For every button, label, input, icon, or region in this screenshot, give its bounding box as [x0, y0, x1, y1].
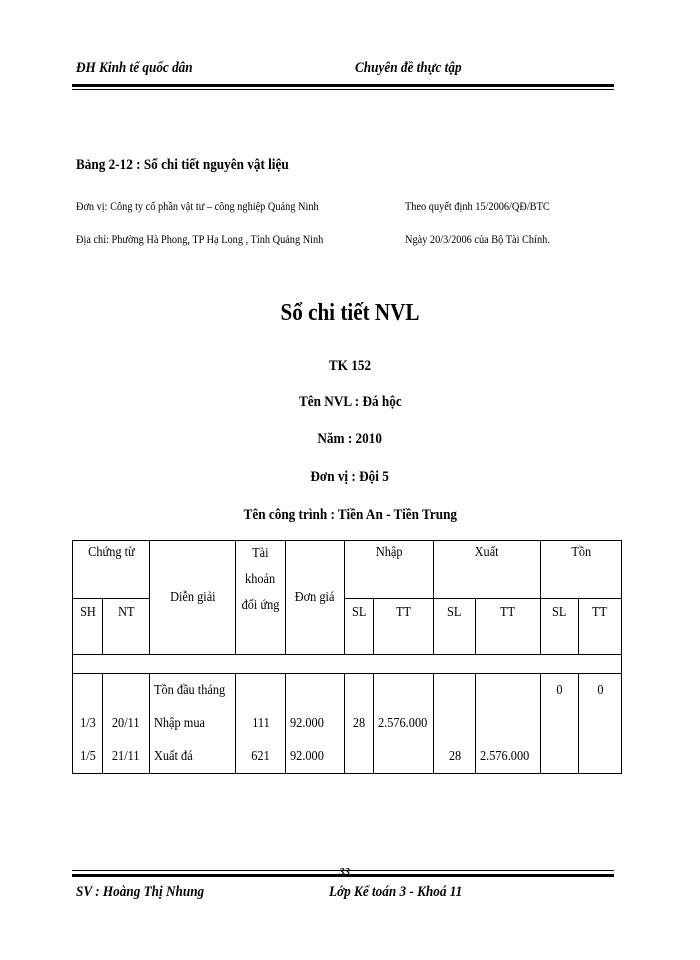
ledger-table — [72, 540, 622, 774]
header-spacer — [73, 655, 622, 674]
header-university: ĐH Kinh tế quốc dân — [76, 60, 193, 76]
footer-student: SV : Hoàng Thị Nhung — [76, 884, 205, 900]
col-price: 92.000 92.000 — [286, 674, 345, 774]
col-in-sl: 28 — [345, 674, 374, 774]
header-xuat-tt: TT — [476, 599, 541, 655]
header-rule-thin — [72, 89, 614, 90]
header-xuat: Xuất — [434, 541, 541, 599]
table-body — [73, 674, 622, 774]
page-number: 33 — [339, 866, 350, 878]
ledger-year: Năm : 2010 — [317, 431, 383, 447]
col-tk: 111 621 — [236, 674, 286, 774]
col-desc: Tồn đầu tháng Nhập mua Xuất đá — [150, 674, 236, 774]
header-chungtu: Chứng từ — [73, 541, 150, 599]
col-sh: 1/3 1/5 — [73, 674, 103, 774]
header-nt: NT — [103, 599, 150, 655]
header-rule-thick — [72, 84, 614, 87]
header-dongia: Đơn giá — [286, 541, 345, 655]
ledger-unit: Đơn vị : Đội 5 — [310, 469, 390, 485]
header-ton-tt: TT — [579, 599, 622, 655]
document-title: Sổ chi tiết NVL — [280, 300, 420, 326]
unit-line: Đơn vị: Công ty cổ phần vật tư – công nghiệp Quảng Ninh — [76, 199, 319, 213]
header-nhap-sl: SL — [345, 599, 374, 655]
decision-line-1: Theo quyết định 15/2006/QĐ/BTC — [405, 199, 550, 213]
col-bal-sl: 0 — [541, 674, 579, 774]
col-out-tt: 2.576.000 — [476, 674, 541, 774]
table-caption: Bảng 2-12 : Sổ chi tiết nguyên vật liệu — [76, 157, 289, 173]
header-sh: SH — [73, 599, 103, 655]
header-report-type: Chuyên đề thực tập — [355, 60, 462, 76]
account-code: TK 152 — [328, 358, 372, 374]
col-nt: 20/11 21/11 — [103, 674, 150, 774]
col-out-sl: 28 — [434, 674, 476, 774]
header-ton-sl: SL — [541, 599, 579, 655]
col-in-tt: 2.576.000 — [374, 674, 434, 774]
col-bal-tt: 0 — [579, 674, 622, 774]
header-diengiai: Diễn giải — [150, 541, 236, 655]
address-line: Địa chỉ: Phường Hà Phong, TP Hạ Long , Tỉnh Quảng Ninh — [76, 232, 324, 246]
header-nhap-tt: TT — [374, 599, 434, 655]
decision-line-2: Ngày 20/3/2006 của Bộ Tài Chính. — [405, 232, 550, 246]
project-name: Tên công trình : Tiền An - Tiền Trung — [243, 507, 457, 523]
material-name: Tên NVL : Đá hộc — [298, 394, 402, 410]
header-xuat-sl: SL — [434, 599, 476, 655]
header-taikhoan: Tài khoản đối ứng — [236, 541, 286, 655]
footer-class: Lớp Kế toán 3 - Khoá 11 — [329, 884, 463, 900]
header-nhap: Nhập — [345, 541, 434, 599]
header-ton: Tồn — [541, 541, 622, 599]
